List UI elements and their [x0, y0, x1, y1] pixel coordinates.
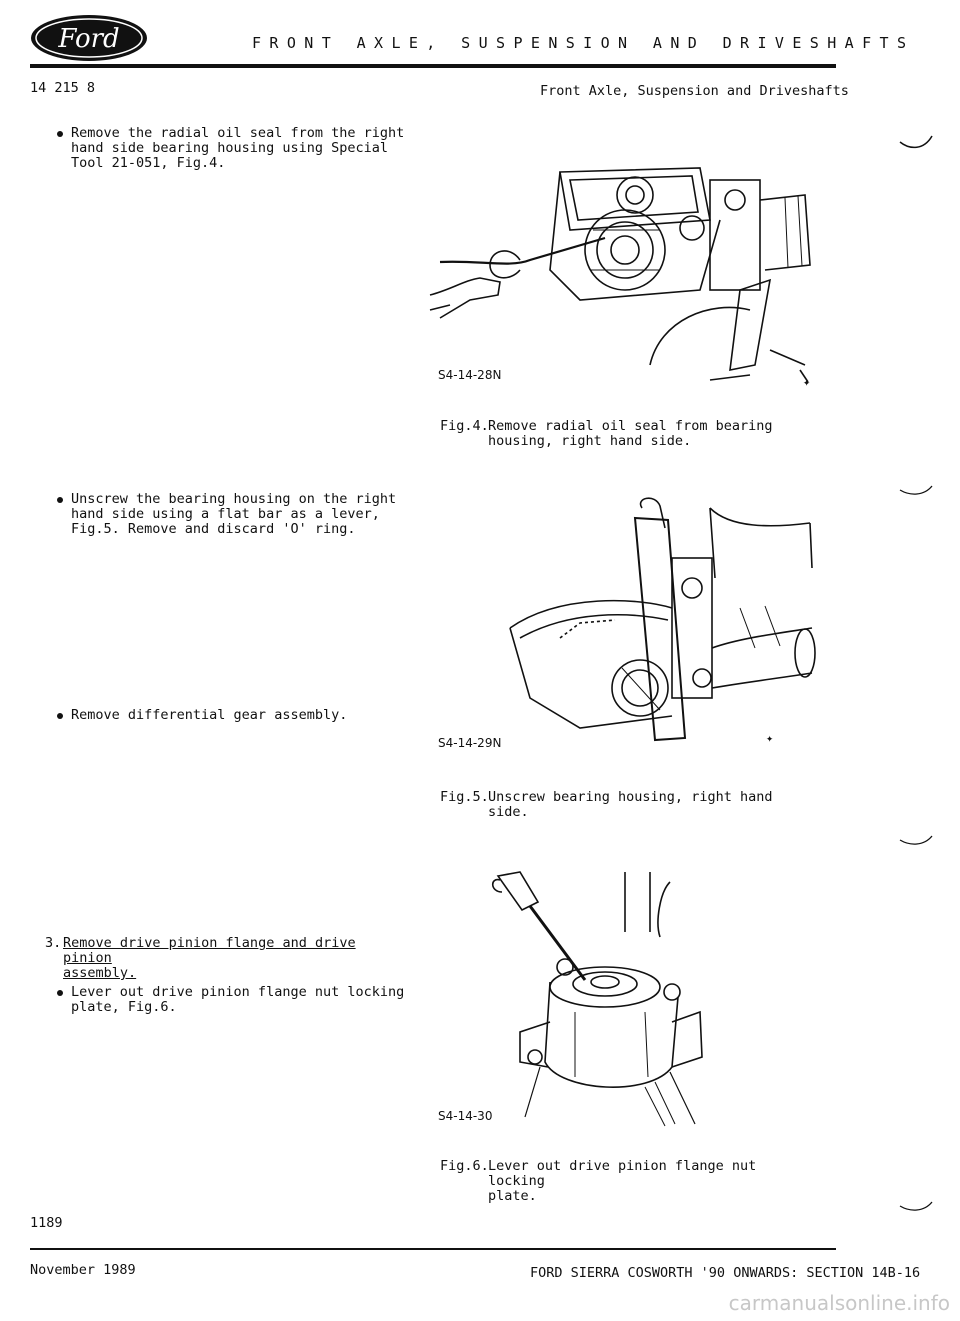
step-unscrew-bearing-housing	[57, 492, 417, 537]
ford-logo	[30, 14, 148, 62]
step-text: Unscrew the bearing housing on the right hand side using a flat bar as a lever, Fig.5. Remove and discard 'O' ring.	[71, 491, 397, 537]
figure-code: S4-14-28N	[438, 368, 502, 382]
direction-arrow-icon: ✦	[766, 731, 774, 745]
step-lever-out-locking-plate	[57, 985, 417, 1030]
bullet-icon	[57, 497, 63, 503]
figure-4-illustration	[410, 150, 830, 390]
section-number: 3.	[45, 935, 62, 951]
footer-reference: FORD SIERRA COSWORTH '90 ONWARDS: SECTION 14B-16	[530, 1265, 921, 1281]
figure-5-illustration	[410, 488, 830, 760]
caption-text: Remove radial oil seal from bearing housing, right hand side.	[488, 418, 773, 449]
section-3-heading	[45, 936, 405, 981]
figure-label: Fig.4.	[440, 418, 489, 434]
footer-date: November 1989	[30, 1262, 136, 1278]
page-number: 1189	[30, 1215, 63, 1231]
margin-tick-mark	[896, 128, 936, 156]
page-code: 14 215 8	[30, 80, 96, 96]
margin-tick-mark	[896, 482, 936, 502]
section-title: Remove drive pinion flange and drive pinion assembly.	[63, 935, 356, 981]
step-text: Remove the radial oil seal from the right hand side bearing housing using Special Tool 21-051, Fig.4.	[71, 125, 405, 171]
figure-label: Fig.6.	[440, 1158, 489, 1174]
step-text: Lever out drive pinion flange nut locking plate, Fig.6.	[71, 984, 405, 1015]
step-remove-differential	[57, 708, 417, 753]
figure-label: Fig.5.	[440, 789, 489, 805]
figure-6-illustration	[410, 862, 830, 1132]
figure-4-caption	[440, 419, 820, 464]
watermark-text[interactable]: carmanualsonline.info	[728, 1291, 950, 1315]
step-text: Remove differential gear assembly.	[71, 707, 348, 723]
step-remove-oil-seal	[57, 126, 417, 171]
direction-arrow-icon: ✦	[803, 375, 811, 389]
header-title: FRONT AXLE, SUSPENSION AND DRIVESHAFTS	[252, 34, 915, 52]
caption-text: Lever out drive pinion flange nut locking plate.	[488, 1158, 757, 1204]
caption-text: Unscrew bearing housing, right hand side.	[488, 789, 773, 820]
footer-rule	[30, 1248, 836, 1250]
logo-text: Ford	[58, 24, 120, 54]
margin-tick-mark	[896, 832, 936, 852]
bullet-icon	[57, 131, 63, 137]
bullet-icon	[57, 990, 63, 996]
figure-code: S4-14-30	[438, 1109, 493, 1123]
margin-tick-mark	[896, 1198, 936, 1218]
figure-5-caption	[440, 790, 820, 835]
header-rule	[30, 64, 836, 68]
figure-6-caption	[440, 1159, 820, 1204]
running-title: Front Axle, Suspension and Driveshafts	[540, 83, 849, 99]
bullet-icon	[57, 713, 63, 719]
figure-code: S4-14-29N	[438, 736, 502, 750]
